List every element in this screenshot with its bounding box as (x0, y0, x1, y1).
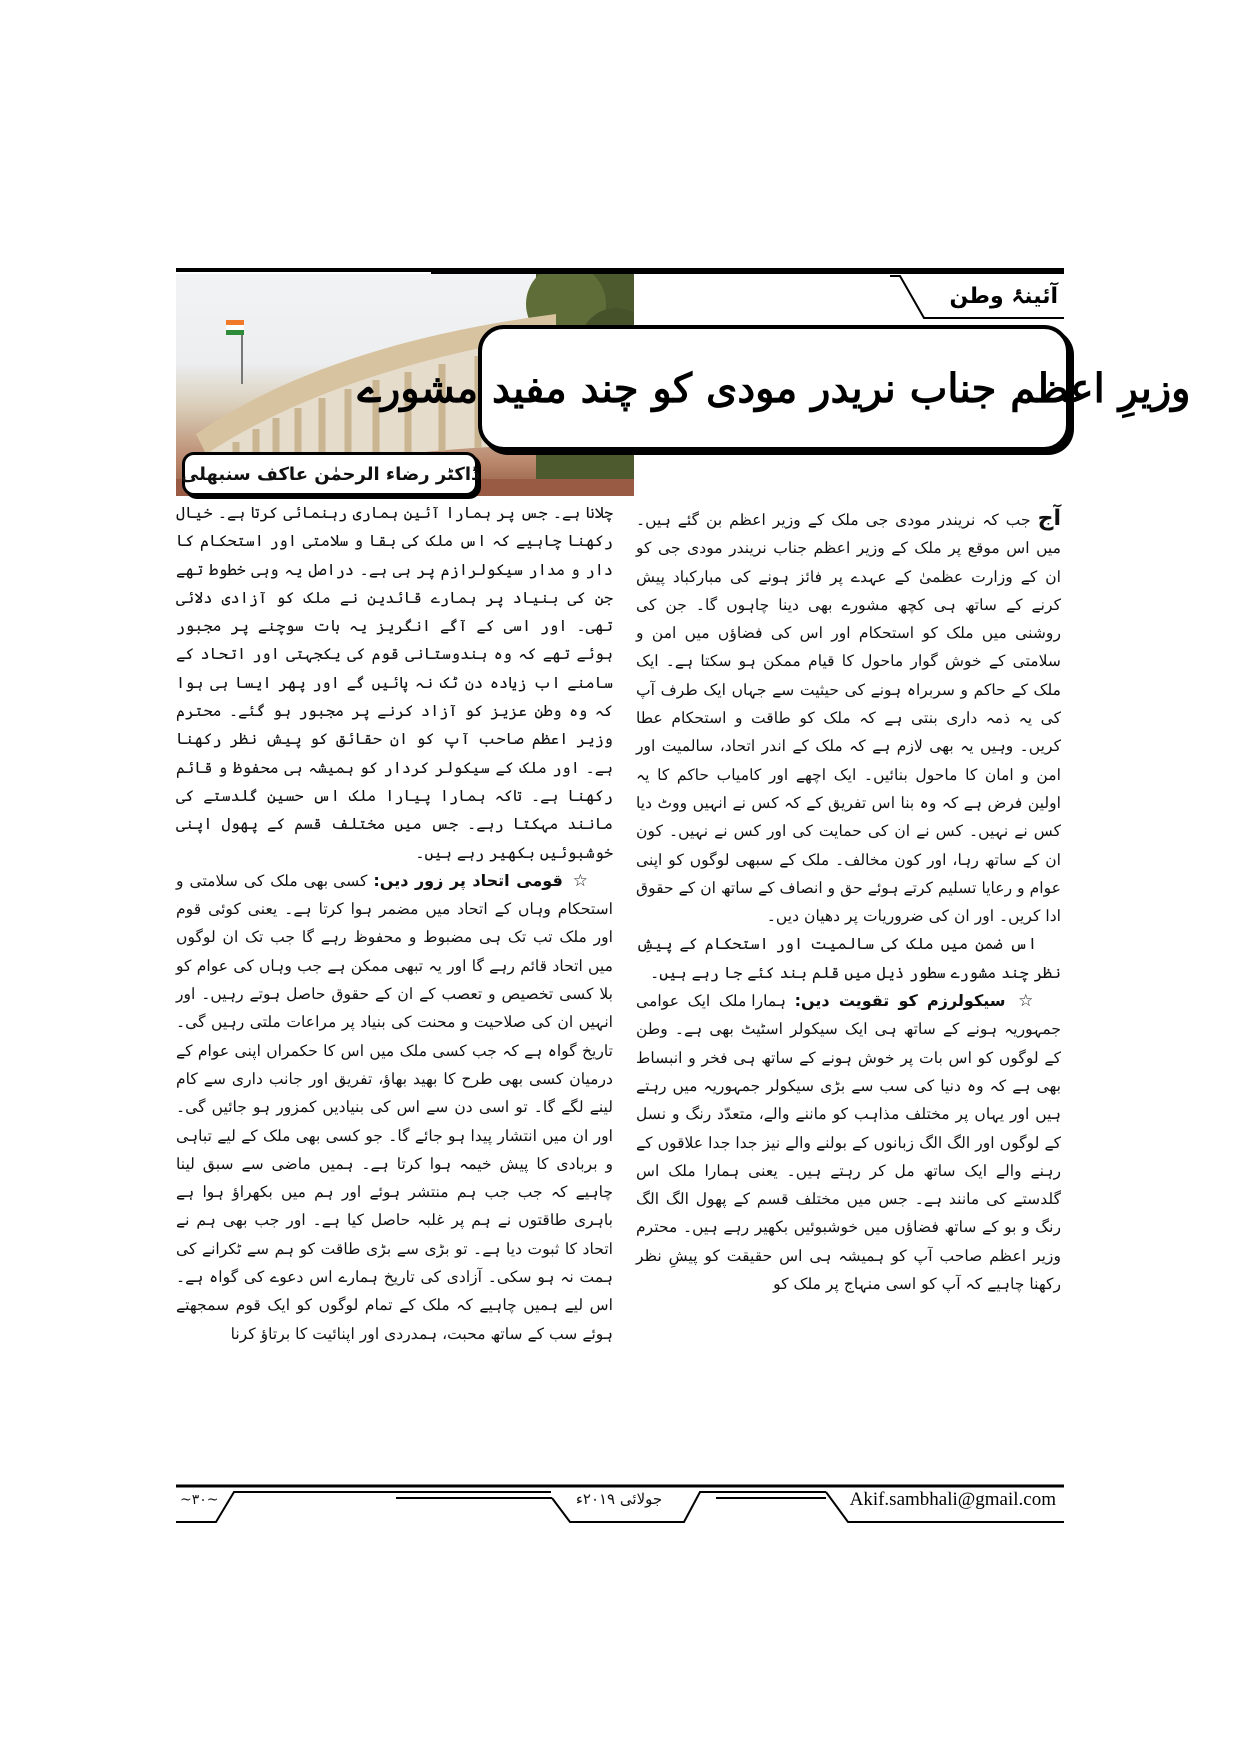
page-number: ~۳۰~ (180, 1492, 219, 1508)
flag-white (226, 325, 244, 330)
author-name: ڈاکٹر رضاء الرحمٰن عاکف سنبھلی (180, 463, 480, 485)
author-box (182, 452, 478, 496)
national-unity-text: کسی بھی ملک کی سلامتی و استحکام وہاں کے اتحاد میں مضمر ہوا کرتا ہے۔ یعنی کوئی قوم اور ملک تب تک ہی مضبوط و محفوظ رہے گا جب تک ان لوگوں میں اتحاد قائم رہے گا اور یہ تبھی ممکن ہے جب وہاں کی عوام کو بلا کسی تخصیص و تعصب کے ان کے حقوق حاصل ہوتے رہیں۔ اور انہیں ان کی صلاحیت و محنت کی بنیاد پر مراعات ملتی رہیں گی۔ تاریخ گواہ ہے کہ جب کسی ملک میں اس کا حکمراں اپنی عوام کے درمیان کسی بھی طرح کا بھید بھاؤ، تفریق اور جانب داری سے کام لینے لگے گا۔ تو اسی دن سے اس کی بنیادیں کمزور ہو جائیں گی۔ اور ان میں انتشار پیدا ہو جائے گا۔ جو کسی بھی ملک کے لیے تباہی و بربادی کا پیش خیمہ ہوا کرتا ہے۔ ہمیں ماضی سے سبق لینا چاہیے کہ جب جب ہم منتشر ہوئے اور ہم میں بکھراؤ ہوا ہے باہری طاقتوں نے ہم پر غلبہ حاصل کیا ہے۔ اور جب بھی ہم نے اتحاد کا ثبوت دیا ہے۔ تو بڑی سے بڑی طاقت کو ہم سے ٹکرانے کی ہمت نہ ہو سکی۔ آزادی کی تاریخ ہمارے اس دعوے کی گواہ ہے۔ اس لیے ہمیں چاہیے کہ ملک کے تمام لوگوں کو ایک قوم سمجھتے ہوئے سب کے ساتھ محبت، ہمدردی اور اپنائیت کا برتاؤ کرنا (176, 871, 613, 1343)
article-column-left (176, 499, 613, 1348)
article-title-box (357, 325, 1191, 451)
section-national-unity (176, 867, 613, 1348)
section-secularism (636, 987, 1061, 1298)
paragraph: اس ضمن میں ملک کی سالمیت اور استحکام کے پیشِ نظر چند مشورے سطور ذیل میں قلم بند کئے جا رہے ہیں۔ (636, 935, 1061, 982)
page-footer (176, 1484, 1064, 1524)
section-label: آئینۂ وطن (949, 284, 1058, 309)
issue-date: جولائی ۲۰۱۹ء (575, 1490, 663, 1508)
flag-saffron (226, 320, 244, 325)
flag-green (226, 330, 244, 335)
subheading-national-unity: قومی اتحاد پر زور دیں: (373, 870, 563, 890)
continuation-paragraph: چلانا ہے۔ جس پر ہمارا آئین ہماری رہنمائی کرتا ہے۔ خیال رکھنا چاہیے کہ اس ملک کی بقا و سلامتی اور استحکام کا دار و مدار سیکولرازم پر ہی ہے۔ دراصل یہ وہی خطوط تھے جن کی بنیاد پر ہمارے قائدین نے ملک کو آزادی دلائی تھی۔ اور اسی کے آگے انگریز یہ بات سوچنے پر مجبور ہوئے تھے کہ وہ ہندوستانی قوم کی یکجہتی اور اتحاد کے سامنے اب زیادہ دن ٹک نہ پائیں گے اور پھر ایسا ہی ہوا کہ وہ وطن عزیز کو آزاد کرنے پر مجبور ہو گئے۔ محترم وزیر اعظم صاحب آپ کو ان حقائق کو پیش نظر رکھنا ہے۔ اور ملک کے سیکولر کردار کو ہمیشہ ہی محفوظ و قائم رکھنا ہے۔ تاکہ ہمارا پیارا ملک اس حسین گلدستے کی مانند مہکتا رہے۔ جس میں مختلف قسم کے پھول اپنی خوشبوئیں بکھیر رہے ہیں۔ (176, 504, 613, 862)
author-email: Akif.sambhali@gmail.com (849, 1489, 1056, 1510)
secularism-text: ہمارا ملک ایک عوامی جمہوریہ ہونے کے ساتھ ہی ایک سیکولر اسٹیٹ بھی ہے۔ وطن کے لوگوں کو اس بات پر خوش ہونے کے ساتھ ہی فخر و انبساط بھی ہے کہ وہ دنیا کی سب سے بڑی سیکولر جمہوریہ میں رہتے ہیں اور یہاں پر مختلف مذاہب کو ماننے والے، متعدّد رنگ و نسل کے لوگوں اور الگ الگ زبانوں کے بولنے والے نیز جدا جدا علاقوں کے رہنے والے ایک ساتھ مل کر رہتے ہیں۔ یعنی ہمارا ملک اس گلدستے کی مانند ہے۔ جس میں مختلف قسم کے پھول الگ الگ رنگ و بو کے ساتھ فضاؤں میں خوشبوئیں بکھیر رہے ہیں۔ محترم وزیر اعظم صاحب آپ کو ہمیشہ ہی اس حقیقت کو پیشِ نظر رکھنا چاہیے کہ آپ کو اسی منہاج پر ملک کو (636, 992, 1061, 1294)
intro-paragraph (636, 505, 1061, 930)
article-title: وزیرِ اعظم جناب نریدر مودی کو چند مفید مشورے (357, 364, 1191, 412)
section-label-tab (890, 274, 1064, 320)
star-bullet-icon: ☆ (1018, 991, 1037, 1012)
article-column-right (636, 505, 1061, 1298)
subheading-secularism: سیکولرزم کو تقویت دیں: (794, 991, 1006, 1011)
intro-text: جب کہ نریندر مودی جی ملک کے وزیر اعظم بن گئے ہیں۔ میں اس موقع پر ملک کے وزیر اعظم جناب نریندر مودی جی کو ان کے وزارت عظمیٰ کے عہدے پر فائز ہونے کی مبارکباد پیش کرنے کے ساتھ ہی کچھ مشورے بھی دینا چاہوں گا۔ جن کی روشنی میں ملک کو استحکام اور اس کی فضاؤں میں امن و سلامتی کے خوش گوار ماحول کا قیام ممکن ہو سکتا ہے۔ ایک ملک کے حاکم و سربراہ ہونے کی حیثیت سے جہاں ایک طرف آپ کی یہ ذمہ داری بنتی ہے کہ ملک کو طاقت و استحکام عطا کریں۔ وہیں یہ بھی لازم ہے کہ ملک کے اندر اتحاد، سالمیت اور امن و امان کا ماحول بنائیں۔ ایک اچھے اور کامیاب حاکم کا یہ اولین فرض ہے کہ وہ بنا اس تفریق کے کہ کس نے انہیں ووٹ دیا کس نے نہیں۔ کس نے ان کی حمایت کی اور کس نے نہیں۔ کون ان کے ساتھ رہا، اور کون مخالف۔ ملک کے سبھی لوگوں کو اپنی عوام و رعایا تسلیم کرتے ہوئے حق و انصاف کے ساتھ ان کے حقوق ادا کریں۔ اور ان کی ضروریات پر دھیان دیں۔ (636, 511, 1061, 926)
intro-dropcap: آج (1037, 506, 1061, 531)
star-bullet-icon: ☆ (572, 870, 589, 891)
